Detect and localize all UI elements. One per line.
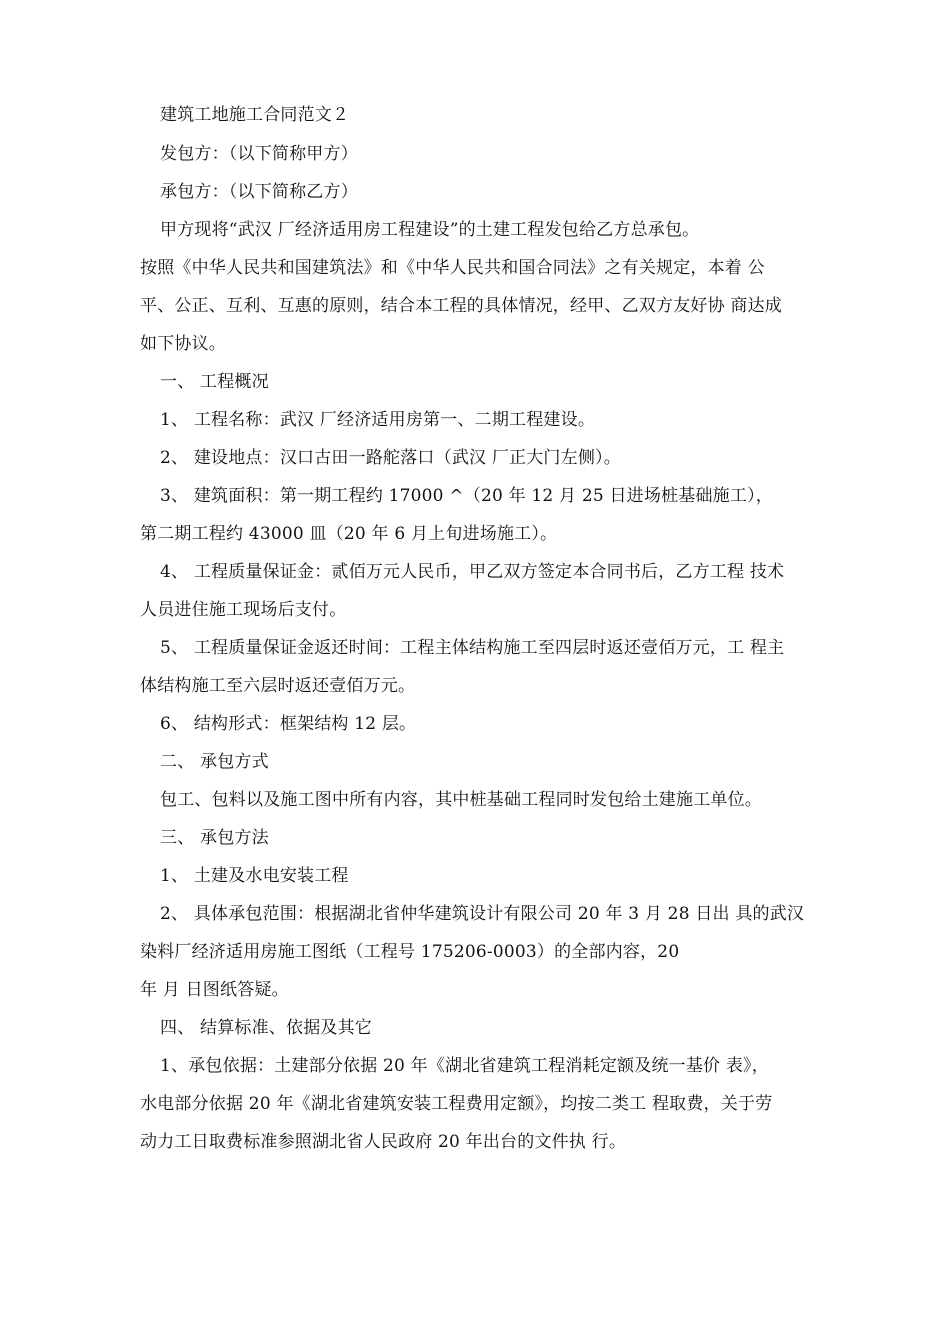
- list-item: 4、 工程质量保证金：贰佰万元人民币，甲乙双方签定本合同书后，乙方工程 技术: [160, 562, 785, 582]
- list-item: 2、 建设地点：汉口古田一路舵落口（武汉 厂正大门左侧）。: [160, 448, 621, 468]
- list-item: 1、承包依据：土建部分依据 20 年《湖北省建筑工程消耗定额及统一基价 表》，: [160, 1056, 769, 1076]
- paragraph-line: 动力工日取费标准参照湖北省人民政府 20 年出台的文件执 行。: [140, 1132, 627, 1152]
- paragraph-line: 年 月 日图纸答疑。: [140, 980, 289, 1000]
- paragraph-line: 人员进住施工现场后支付。: [140, 600, 347, 620]
- section-heading: 三、 承包方法: [160, 828, 269, 848]
- list-item: 5、 工程质量保证金返还时间：工程主体结构施工至四层时返还壹佰万元，工 程主: [160, 638, 785, 658]
- list-item: 3、 建筑面积：第一期工程约 17000 ^（20 年 12 月 25 日进场桩基础施工），: [160, 486, 773, 506]
- paragraph-line: 染料厂经济适用房施工图纸（工程号 175206-0003）的全部内容，20: [140, 942, 680, 962]
- paragraph-line: 包工、包料以及施工图中所有内容，其中桩基础工程同时发包给土建施工单位。: [160, 790, 762, 810]
- paragraph-line: 第二期工程约 43000 皿（20 年 6 月上旬进场施工）。: [140, 524, 558, 544]
- paragraph-line: 体结构施工至六层时返还壹佰万元。: [140, 676, 416, 696]
- paragraph-line: 发包方：（以下简称甲方）: [160, 144, 358, 164]
- list-item: 2、 具体承包范围：根据湖北省仲华建筑设计有限公司 20 年 3 月 28 日出 具的武汉: [160, 904, 805, 924]
- paragraph-line: 承包方：（以下简称乙方）: [160, 182, 358, 202]
- list-item: 6、 结构形式：框架结构 12 层。: [160, 714, 417, 734]
- paragraph-line: 平、公正、互利、互惠的原则，结合本工程的具体情况，经甲、乙双方友好协 商达成: [140, 296, 783, 316]
- list-item: 1、 工程名称：武汉 厂经济适用房第一、二期工程建设。: [160, 410, 596, 430]
- paragraph-line: 如下协议。: [140, 334, 226, 354]
- section-heading: 一、 工程概况: [160, 372, 269, 392]
- paragraph-line: 水电部分依据 20 年《湖北省建筑安装工程费用定额》，均按二类工 程取费，关于劳: [140, 1094, 773, 1114]
- paragraph-line: 按照《中华人民共和国建筑法》和《中华人民共和国合同法》之有关规定，本着 公: [140, 258, 765, 278]
- document-title: 建筑工地施工合同范文２: [160, 105, 350, 125]
- section-heading: 二、 承包方式: [160, 752, 269, 772]
- paragraph-line: 甲方现将“武汉 厂经济适用房工程建设”的土建工程发包给乙方总承包。: [160, 220, 700, 240]
- section-heading: 四、 结算标准、依据及其它: [160, 1018, 373, 1038]
- list-item: 1、 土建及水电安装工程: [160, 866, 349, 886]
